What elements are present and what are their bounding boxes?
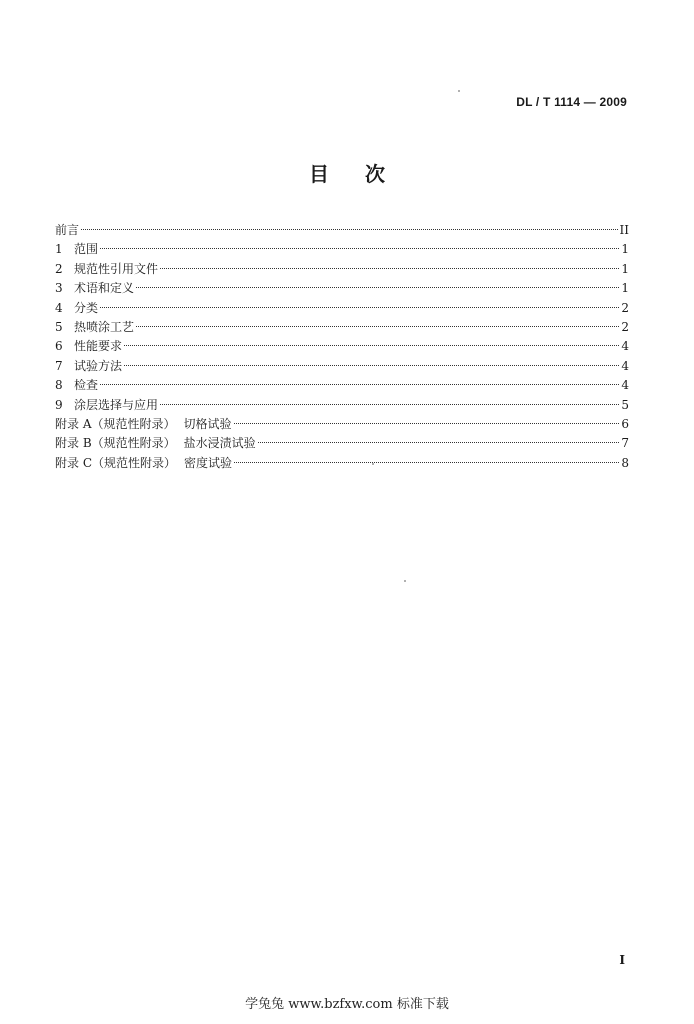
toc-entry-page: 1 <box>621 242 629 257</box>
toc-entry-title: 范围 <box>74 242 99 257</box>
page-title-part1: 目 <box>309 162 329 186</box>
toc-entry-page: 5 <box>621 397 629 412</box>
toc-entry-label <box>74 260 158 279</box>
toc-dot-leader <box>160 268 619 269</box>
toc-entry-page: 1 <box>621 281 629 296</box>
toc-entry-title: 术语和定义 <box>74 281 135 296</box>
toc-entry <box>55 376 629 395</box>
table-of-contents <box>55 221 629 473</box>
toc-entry-number: 8 <box>55 378 63 393</box>
toc-entry-number: 9 <box>55 397 63 412</box>
toc-entry-page: 4 <box>621 358 629 373</box>
toc-entry-label <box>74 240 98 259</box>
toc-dot-leader <box>100 384 619 385</box>
toc-entry-label <box>74 318 134 337</box>
toc-entry-title: 附录 C（规范性附录） <box>55 455 176 470</box>
page-title <box>0 158 694 187</box>
toc-entry-page: 6 <box>621 416 629 431</box>
toc-dot-leader <box>136 287 619 288</box>
toc-entry-label <box>55 221 79 240</box>
toc-entry-number: 1 <box>55 242 63 257</box>
toc-entry <box>55 279 629 298</box>
toc-entry <box>55 434 629 453</box>
toc-entry <box>55 415 629 434</box>
scan-speck <box>372 463 374 465</box>
toc-entry-number: 4 <box>55 300 63 315</box>
toc-entry-number: 2 <box>55 261 63 276</box>
toc-entry-label <box>74 299 98 318</box>
toc-entry-title: 规范性引用文件 <box>74 261 159 276</box>
scan-speck <box>458 90 460 92</box>
toc-dot-leader <box>234 423 620 424</box>
footer-watermark-text: 学兔兔 www.bzfxw.com 标准下载 <box>245 997 449 1012</box>
toc-entry-page: 8 <box>621 455 629 470</box>
toc-entry <box>55 396 629 415</box>
toc-dot-leader <box>100 307 619 308</box>
toc-entry-number: 3 <box>55 281 63 296</box>
toc-entry-label <box>55 434 256 453</box>
toc-entry-page: 4 <box>621 339 629 354</box>
toc-dot-leader <box>124 365 619 366</box>
toc-entry <box>55 318 629 337</box>
toc-dot-leader <box>124 345 619 346</box>
toc-entry-page: 2 <box>621 300 629 315</box>
toc-entry-title: 检查 <box>74 378 99 393</box>
toc-dot-leader <box>100 248 619 249</box>
toc-dot-leader <box>160 404 619 405</box>
toc-entry-label <box>55 415 232 434</box>
toc-entry-number: 6 <box>55 339 63 354</box>
toc-entry <box>55 260 629 279</box>
toc-entry <box>55 454 629 473</box>
toc-entry-label <box>74 357 122 376</box>
toc-entry-page: II <box>619 223 629 237</box>
toc-entry-label <box>55 454 232 473</box>
toc-entry-label <box>74 337 122 356</box>
toc-entry <box>55 357 629 376</box>
toc-dot-leader <box>258 442 620 443</box>
toc-entry <box>55 337 629 356</box>
scan-speck <box>404 580 406 582</box>
toc-entry-subtitle: 密度试验 <box>184 455 233 470</box>
toc-entry-title: 试验方法 <box>74 358 123 373</box>
toc-entry-page: 1 <box>621 261 629 276</box>
toc-entry-page: 7 <box>621 436 629 451</box>
toc-entry-label <box>74 279 134 298</box>
toc-dot-leader <box>81 229 618 230</box>
toc-entry-title: 附录 B（规范性附录） <box>55 436 176 451</box>
page-title-part2: 次 <box>365 162 385 186</box>
toc-entry-title: 分类 <box>74 300 99 315</box>
toc-entry-page: 2 <box>621 319 629 334</box>
toc-entry-title: 性能要求 <box>74 339 123 354</box>
toc-entry-title: 附录 A（规范性附录） <box>55 416 176 431</box>
toc-entry-number: 5 <box>55 319 63 334</box>
toc-entry <box>55 240 629 259</box>
toc-entry-label <box>74 396 158 415</box>
toc-entry-subtitle: 盐水浸渍试验 <box>183 436 256 451</box>
toc-entry-title: 前言 <box>55 223 80 237</box>
toc-entry-title: 涂层选择与应用 <box>74 397 159 412</box>
toc-entry-page: 4 <box>621 378 629 393</box>
toc-entry-label <box>74 376 98 395</box>
toc-dot-leader <box>136 326 619 327</box>
toc-dot-leader <box>234 462 619 463</box>
toc-entry-subtitle: 切格试验 <box>183 416 232 431</box>
toc-entry <box>55 221 629 240</box>
page-number: I <box>619 953 625 967</box>
document-code: DL / T 1114 — 2009 <box>516 95 627 109</box>
toc-entry <box>55 299 629 318</box>
toc-entry-number: 7 <box>55 358 63 373</box>
toc-entry-title: 热喷涂工艺 <box>74 319 135 334</box>
